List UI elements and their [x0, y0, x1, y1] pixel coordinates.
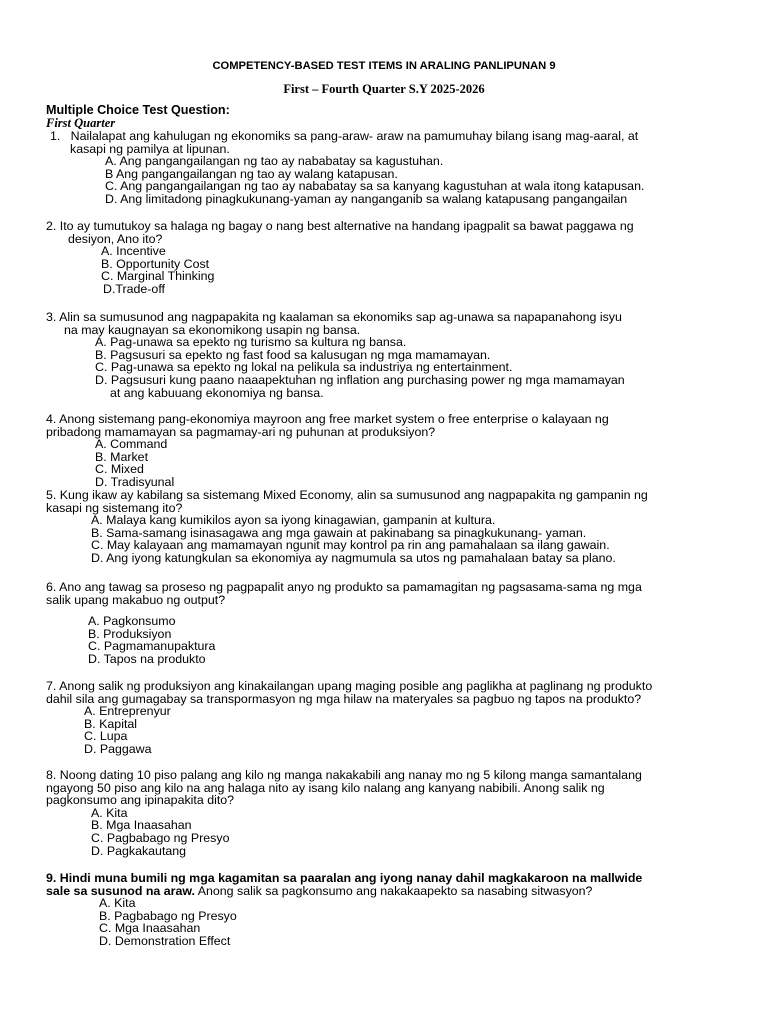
question-stem-cont: kasapi ng sistemang ito? — [46, 500, 183, 515]
question-stem-cont: sale sa susunod na araw. Anong salik sa pagkonsumo ang nakakaapekto sa nasabing sitwasyon? — [46, 883, 593, 898]
option-b: B. Opportunity Cost — [101, 256, 210, 271]
option-d: D. Pagsusuri kung paano naaapektuhan ng inflation ang purchasing power ng mga mamamayan — [95, 372, 625, 387]
option-a: A. Entreprenyur — [84, 704, 171, 719]
question-4 — [46, 413, 722, 489]
question-stem-cont: ngayong 50 piso ang kilo na ang halaga nito ay isang kilo nalang ang kanyang nabibili. Anong salik ng — [46, 780, 605, 795]
option-d: D.Trade-off — [103, 281, 165, 296]
question-stem: 7. Anong salik ng produksiyon ang kinakailangan upang maging posible ang paglikha at paglinang ng produkto — [46, 679, 653, 693]
question-stem-cont: pagkonsumo ang ipinapakita dito? — [46, 793, 235, 808]
option-c: C. Pagbabago ng Presyo — [91, 830, 230, 845]
option-d: D. Tradisyunal — [95, 474, 175, 489]
option-d: D. Demonstration Effect — [99, 933, 231, 948]
option-a: A. Malaya kang kumikilos ayon sa iyong kinagawian, gampanin at kultura. — [91, 513, 496, 528]
option-d-cont: at ang kabuuang ekonomiya ng bansa. — [110, 385, 324, 400]
question-stem-cont: salik upang makabuo ng output? — [46, 592, 226, 607]
question-stem-cont: pribadong mamamayan sa pagmamay-ari ng puhunan at produksiyon? — [46, 424, 436, 439]
question-6 — [46, 581, 722, 666]
question-3 — [46, 311, 722, 399]
option-b: B Ang pangangailangan ng tao ay walang katapusan. — [105, 166, 398, 181]
question-stem: 9. Hindi muna bumili ng mga kagamitan sa paaralan ang iyong nanay dahil magkakaroon na mallwide — [46, 871, 643, 885]
option-a: A. Ang pangangailangan ng tao ay nababatay sa kagustuhan. — [105, 154, 444, 169]
option-d: D. Ang iyong katungkulan sa ekonomiya ay nagmumula sa utos ng pamahalaan batay sa plano. — [91, 550, 616, 565]
option-c: C. May kalayaan ang mamamayan ngunit may kontrol pa rin ang pamahalaan sa ilang gawain. — [91, 538, 610, 553]
option-d: D. Ang limitadong pinagkukunang-yaman ay nanganganib sa walang katapusang pangangailan — [105, 191, 628, 206]
option-b: B. Sama-samang isinasagawa ang mga gawain at pakinabang sa pinagkukunang- yaman. — [91, 525, 587, 540]
question-7 — [46, 680, 722, 756]
option-c: C. Marginal Thinking — [101, 269, 215, 284]
question-2 — [46, 220, 722, 296]
question-9 — [46, 872, 722, 948]
question-stem: 2. Ito ay tumutukoy sa halaga ng bagay o nang best alternative na handang ipagpalit sa bawat paggawa ng — [46, 219, 634, 233]
option-a: A. Pagkonsumo — [88, 614, 176, 629]
option-c: C. Pag-unawa sa epekto ng lokal na pelikula sa industriya ng entertainment. — [95, 360, 513, 375]
school-year-subtitle: First – Fourth Quarter S.Y 2025-2026 — [283, 82, 485, 96]
document-title: COMPETENCY-BASED TEST ITEMS IN ARALING PANLIPUNAN 9 — [212, 60, 556, 72]
quarter-label: First Quarter — [46, 116, 116, 130]
question-stem-cont: dahil sila ang gumagabay sa transpormasyon ng mga hilaw na materyales sa pagbuo ng tapos na produkto? — [46, 691, 642, 706]
option-c: C. Mixed — [95, 462, 144, 477]
option-a: A. Incentive — [101, 244, 166, 259]
option-b: B. Kapital — [84, 716, 138, 731]
option-b: B. Mga Inaasahan — [91, 818, 192, 833]
option-a: A. Command — [95, 437, 168, 452]
question-stem: 8. Noong dating 10 piso palang ang kilo ng manga nakakabili ang nanay mo ng 5 kilong manga samantalang — [46, 768, 642, 782]
question-stem: 5. Kung ikaw ay kabilang sa sistemang Mixed Economy, alin sa sumusunod ang nagpapakita ng gampanin ng — [46, 488, 648, 502]
question-stem: 6. Ano ang tawag sa proseso ng pagpapalit anyo ng produkto sa pamamagitan ng pagsasama-sama ng mga — [46, 580, 642, 594]
option-a: A. Kita — [91, 805, 128, 820]
option-d: D. Paggawa — [84, 741, 152, 756]
option-d: D. Pagkakautang — [91, 843, 187, 858]
option-a: A. Pag-unawa sa epekto ng turismo sa kultura ng bansa. — [95, 335, 407, 350]
option-a: A. Kita — [99, 896, 136, 911]
question-stem-cont: desiyon, Ano ito? — [68, 231, 163, 246]
option-c: C. Ang pangangailangan ng tao ay nababatay sa sa kanyang kagustuhan at wala itong katapusan. — [105, 179, 645, 194]
question-stem: 1. Nailalapat ang kahulugan ng ekonomiks sa pang-araw- araw na pamumuhay bilang isang mag-aaral, at — [50, 129, 639, 143]
option-c: C. Mga Inaasahan — [99, 921, 201, 936]
question-8 — [46, 769, 722, 857]
option-b: B. Pagbabago ng Presyo — [99, 908, 237, 923]
option-b: B. Produksiyon — [88, 626, 172, 641]
question-stem: 4. Anong sistemang pang-ekonomiya mayroon ang free market system o free enterprise o kalayaan ng — [46, 412, 609, 426]
question-stem: 3. Alin sa sumusunod ang nagpapakita ng kaalaman sa ekonomiks sap ag-unawa sa napapanahong isyu — [46, 310, 622, 324]
option-b: B. Market — [95, 449, 149, 464]
question-stem-cont: na may kaugnayan sa ekonomikong usapin ng bansa. — [64, 322, 361, 337]
option-d: D. Tapos na produkto — [88, 651, 206, 666]
question-5 — [46, 489, 722, 565]
question-1 — [46, 130, 722, 206]
question-stem-cont: kasapi ng pamilya at lipunan. — [70, 141, 230, 156]
option-c: C. Pagmamanupaktura — [88, 639, 216, 654]
option-c: C. Lupa — [84, 729, 128, 744]
section-heading: Multiple Choice Test Question: — [46, 103, 230, 117]
option-b: B. Pagsusuri sa epekto ng fast food sa kalusugan ng mga mamamayan. — [95, 347, 491, 362]
